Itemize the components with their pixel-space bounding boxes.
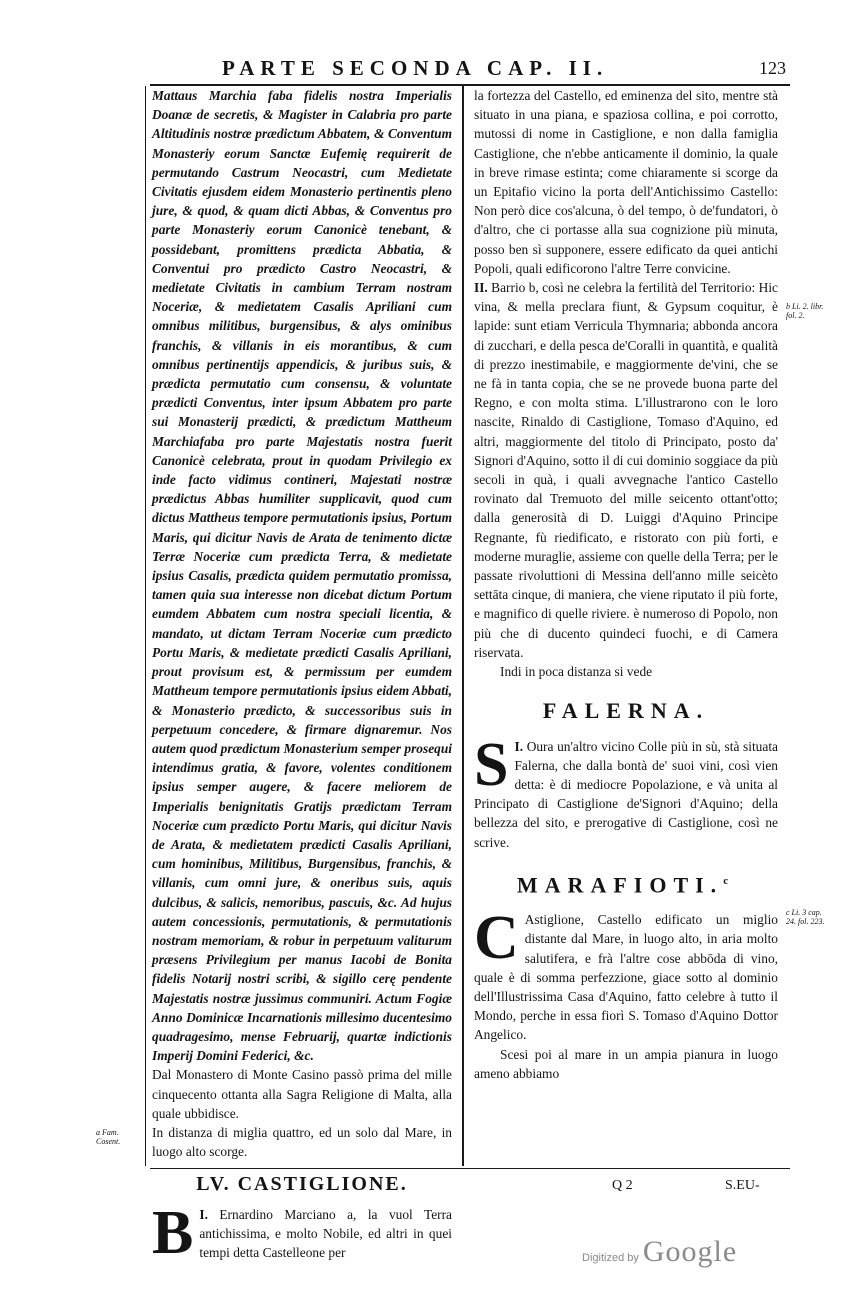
running-title: PARTE SECONDA CAP. II.: [222, 56, 609, 80]
heading-text: MARAFIOTI.: [516, 872, 724, 898]
margin-note-c: c Li. 3 cap. 24. fol. 223.: [786, 908, 825, 926]
paragraph-number: II.: [474, 280, 488, 296]
google-logo: Google: [642, 1235, 738, 1268]
dropcap-letter: S: [474, 730, 509, 799]
latin-privilege-text: Mattaus Marchia faba fidelis nostra Imperialis Doanæ de secretis, & Magister in Calabria pro parte Altitudinis nostræ prædictum Abbatem, & Conventum Monasteriy eorum Sanctæ Eufemię requirerit de permutando Castrum Neocastri, cum Medietate Civitatis ejusdem eidem Monasterio pertinentis pleno jure, & quod, & quam dicti Abbas, & Conventus pro parte Monasteriy eorum Canonicè tenebant, & possidebant, promittens prædicta Abbatia, & Conventui pro prædicto Castro Neocastri, & medietate Civitatis in cambium Terram nostram Noceriæ, & medietatem Casalis Apriliani cum omnibus militibus, burgensibus, & alys ominibus franchis, & villanis in eis morantibus, & cum omnibus pertinentijs appendicis, & juribus suis, & prædicta permutatio cum consensu, & voluntate prædicti Conventus, inter ipsum Abbatem pro parte sui Monasterij prædicti, & prædictum Mattheum Marchiafaba pro parte Majestatis nostra fuerit Canonicè celebrata, prout in quodam Privilegio ex inde facto vidimus contineri, Majestati nostræ prædictus Abbas humiliter supplicavit, quod cum dictus Mattheus tempore permutationis ipsius, Portum Maris, qui dicitur Navis de Arata de tenimento dictæ Terræ Noceriæ cum prædicta Terra, & medietate ipsius Casalis, prædicta quidem permutatio promissa, tamen quia sua interesse non dicebat dictum Portum eumdem Abbatem cum nostra speciali licentia, & mandato, ut dictam Terram Noceriæ cum prædicto Portu Maris, & medietate prædicti Casalis Apriliani, prout provisum est, & permissum per eumdem Mattheum tempore permutationis ipsius eidem Abbati, & Monasterio prædicto, & successoribus suis in perpetuum concedere, & firmare dignaremur. Nos autem quod prædictum Monasterium semper prosequi intendimus gratia, & favore, volentes conditionem ipsius semper augere, & facere meliorem de Imperialis benignitatis Gratijs prædictam Terram Noceriæ cum prædicto Portu Maris, qui dicitur Navis de Arata, & medietatem prædicti Casalis Apriliani, cum hominibus, Militibus, Burgensibus, franchis, & villanis, cum omni jure, & oneribus suis, aquis dulcibus, & salicis, nemoribus, pascuis, &c. Ad hujus autem concessionis, permutationis, & permutationis nostram memoriam, & robur in perpetuum valiturum præsens Privilegium per manus Iacobi de Bonita fidelis Notarij nostri scribi, & sigillo cerę pendente Majestatis nostræ jussimus communiri. Actum Fogiæ Anno Dominicæ Incarnationis millesimo ducentesimo quadragesimo, mense Februarij, quartæ indictionis Imperij Domini Federici, &c.: [152, 88, 452, 1064]
paragraph-barrio: [474, 278, 778, 662]
column-divider: [462, 86, 464, 1166]
section-heading-marafioti: [474, 872, 778, 898]
paragraph-castiglione-quote: [474, 904, 778, 1044]
signature-mark: Q 2: [612, 1178, 633, 1193]
dropcap-letter: C: [474, 904, 519, 973]
paragraph-number: I.: [514, 738, 524, 754]
margin-note-b: b Li. 2. libr. fol. 2.: [786, 302, 824, 320]
paragraph-monastery: Dal Monastero di Monte Casino passò prima del mille cinquecento ottanta alla Sagra Religione di Malta, alla quale ubbidisce.: [152, 1067, 452, 1121]
paragraph-text: Ernardino Marciano a, la vuol Terra antichissima, e molto Nobile, ed altri in quei tempi detta Castelleone per: [199, 1206, 452, 1260]
dropcap-letter: B: [152, 1198, 194, 1267]
margin-note-a: a Fam. Cosent.: [96, 1128, 121, 1146]
paragraph-number: I.: [199, 1206, 208, 1222]
section-heading-castiglione: LV. CASTIGLIONE.: [196, 1173, 408, 1196]
paragraph-text: Oura un'altro vicino Colle più in sù, stà situata Falerna, che dalla bontà de' suoi vini, così vien detta: è di mediocre Popolazione, e và unita al Principato di Castiglione de'Signori d'Aquino; della bellezza del sito, e prerogative di Castiglione, così ne scrive.: [474, 738, 778, 850]
paragraph-castiglione-intro: [152, 1198, 452, 1267]
left-border-rule: [145, 86, 146, 1166]
note-marker: c: [723, 874, 736, 887]
right-column: [474, 86, 778, 1083]
left-column: [152, 86, 452, 1267]
paragraph-distance: In distanza di miglia quattro, ed un solo dal Mare, in luogo alto scorge.: [152, 1124, 452, 1160]
paragraph-falerna: [474, 730, 778, 852]
digitized-watermark: [582, 1235, 737, 1269]
digitized-label: Digitized by: [582, 1252, 639, 1264]
paragraph-scesi: Scesi poi al mare in un ampia pianura in luogo ameno abbiamo: [474, 1046, 778, 1081]
catchword: S.EU-: [725, 1178, 760, 1193]
paragraph-fortezza: la fortezza del Castello, ed eminenza del sito, mentre stà situato in una piana, e spaziosa collina, e poi corrotto, mutossi di nome in Castiglione, e non dalla famiglia Castiglione, che n'ebbe anticamente il dominio, la quale in breve rimase estinta; come chiaramente si scorge da un Epitafio vicino la porta dell'Antichissimo Castello: Non però dice cos'alcuna, ò del tempo, ò de'fundatori, ò d'altro, che ci portasse alla sua cognizione più minuta, posso ben sì supponere, essere edificato da quei antichi Popoli, quali edificorono l'altre Terre convicine.: [474, 88, 778, 276]
paragraph-indi: Indi in poca distanza si vede: [500, 664, 653, 680]
running-header: [150, 56, 790, 86]
section-heading-falerna: FALERNA.: [542, 698, 710, 724]
page-number: 123: [759, 58, 786, 78]
paragraph-text: Barrio b, così ne celebra la fertilità del Territorio: Hic vina, & mella preclara fiunt, & Gypsum coquitur, è lapide: sunt etiam Verricula Thymnaria; abbonda ancora di zucchari, e della pesca de'Coralli in quantità, e qualità di prezzo inestimabile, e maggiormente de'vini, che se ne fà in tanta copia, che se ne provede buona parte del Regno, e con molta stima. L'illustrarono con le loro nascite, Rinaldo di Castiglione, Tomaso d'Aquino, ed altri, maggiormente del titolo di Principato, posto da' Signori d'Aquino, sotto il di cui dominio soggiace da più secoli in quà, i quali avvegnache l'antico Castello rovinato dal Tremuoto del mille seicento ottant'otto; dalla generosità di D. Luiggi d'Aquino Principe Regnante, fù riedificato, e ristorato con più forti, e moderne muraglie, assieme con quelle della Terra; per le passate rivoluttioni di Messina dell'anno mille seicèto settāta cinque, di maniera, che viene riputato il più forte, e magnifico di quelle riviere. è numeroso di Popolo, non più che di ducento quindeci fuochi, e di Camera riservata.: [474, 280, 778, 660]
paragraph-text: Astiglione, Castello edificato un miglio distante dal Mare, in luogo alto, in aria molto salutifera, e frà l'altre cose abbōda di vino, quale è di somma perfezzione, giace sotto al dominio dell'Illustrissima Casa d'Aquino, fatto celebre à tutto il Mondo, perche in essa fiorì S. Tomaso d'Aquino Dottor Angelico.: [474, 912, 778, 1043]
